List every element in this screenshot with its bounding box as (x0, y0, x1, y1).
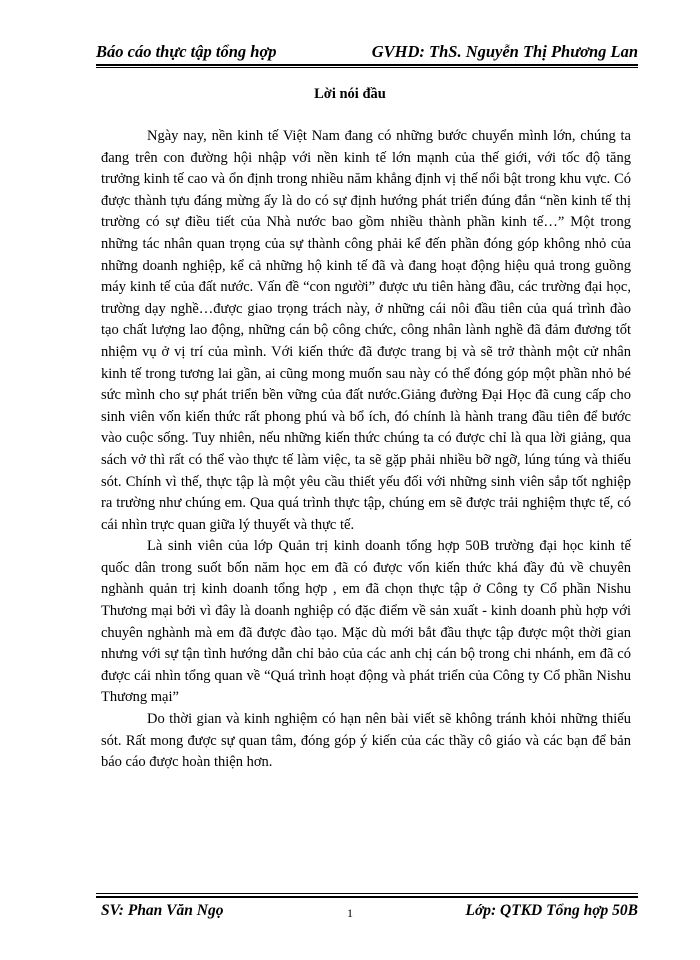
page-number: 1 (347, 906, 353, 920)
footer-class: Lớp: QTKD Tổng hợp 50B (465, 902, 638, 919)
header-rule-thin (96, 67, 638, 68)
header-supervisor: GVHD: ThS. Nguyễn Thị Phương Lan (371, 42, 638, 61)
paragraph-3: Do thời gian và kinh nghiệm có hạn nên bài viết sẽ không tránh khỏi những thiếu sót. Rất mong được sự quan tâm, đóng góp ý kiến của các thầy cô giáo và các bạn để bản báo cáo được hoàn thiện hơn. (101, 711, 631, 771)
header-rule (96, 64, 638, 66)
paragraph-1: Ngày nay, nền kinh tế Việt Nam đang có những bước chuyển mình lớn, chúng ta đang trên con đường hội nhập với nền kinh tế lớn mạnh của thế giới, với tốc độ tăng trưởng kinh tế cao và ổn định trong nhiều năm khẳng định vị thế nổi bật trong khu vực. Có được thành tựu đáng mừng ấy là do có sự định hướng phát triển đúng đắn “nền kinh tế thị trường có sự điều tiết của Nhà nước bao gồm nhiều thành phần kinh tế…” Một trong những tác nhân quan trọng của sự thành công phải kể đến phần đóng góp không nhỏ của những doanh nghiệp, kể cả những hộ kinh tế đã và đang hoạt động hiệu quả trong guồng máy kinh tế của đất nước. Vấn đề “con người” được ưu tiên hàng đầu, các trường đại học, trường dạy nghề…được giao trọng trách này, ở những cái nôi đầu tiên của quá trình đào tạo chất lượng lao động, những cán bộ công chức, công nhân lành nghề đã đảm đương tốt nhiệm vụ ở vị trí của mình. Với kiến thức đã được trang bị và sẽ trở thành một cử nhân kinh tế trong tương lai gần, ai cũng mong muốn sau này có thể đóng góp một phần nhỏ bé sức mình cho sự phát triển bền vững của đất nước.Giảng đường Đại Học đã cung cấp cho sinh viên vốn kiến thức rất phong phú và bổ ích, đó chính là hành trang đầu tiên để bước vào cuộc sống. Tuy nhiên, nếu những kiến thức chúng ta có được chỉ là qua lời giảng, qua sách vở thì rất có thể vào thực tế làm việc, ta sẽ gặp phải nhiều bỡ ngỡ, lúng túng và thiếu sót. Chính vì thế, thực tập là một yêu cầu thiết yếu đối với những sinh viên sắp tốt nghiệp ra trường như chúng em. Qua quá trình thực tập, chúng em sẽ được trải nghiệm thực tế, có cái nhìn trực quan giữa lý thuyết và thực tế. (101, 128, 631, 533)
footer-student: SV: Phan Văn Ngọ (101, 902, 224, 919)
header-report-title: Báo cáo thực tập tổng hợp (96, 42, 277, 61)
footer-rule (96, 896, 638, 898)
footer-rule-thin (96, 893, 638, 894)
paragraph-2: Là sinh viên của lớp Quản trị kinh doanh tổng hợp 50B trường đại học kinh tế quốc dân trong suốt bốn năm học em đã có được vốn kiến thức khá đầy đủ về chuyên nghành quản trị kinh doanh tổng hợp , em đã chọn thực tập ở Công ty Cổ phần Nishu Thương mại bởi vì đây là doanh nghiệp có đặc điểm về sản xuất - kinh doanh phù hợp với chuyên nghành mà em đã được đào tạo. Mặc dù mới bắt đầu thực tập được một thời gian nhưng với sự tận tình hướng dẫn chỉ bảo của các anh chị cán bộ trong chi nhánh, em đã có được cái nhìn tổng quan về “Quá trình hoạt động và phát triển của Công ty Cổ phần Nishu Thương mại” (101, 538, 631, 706)
document-body (101, 126, 631, 774)
page-title: Lời nói đầu (314, 86, 386, 102)
